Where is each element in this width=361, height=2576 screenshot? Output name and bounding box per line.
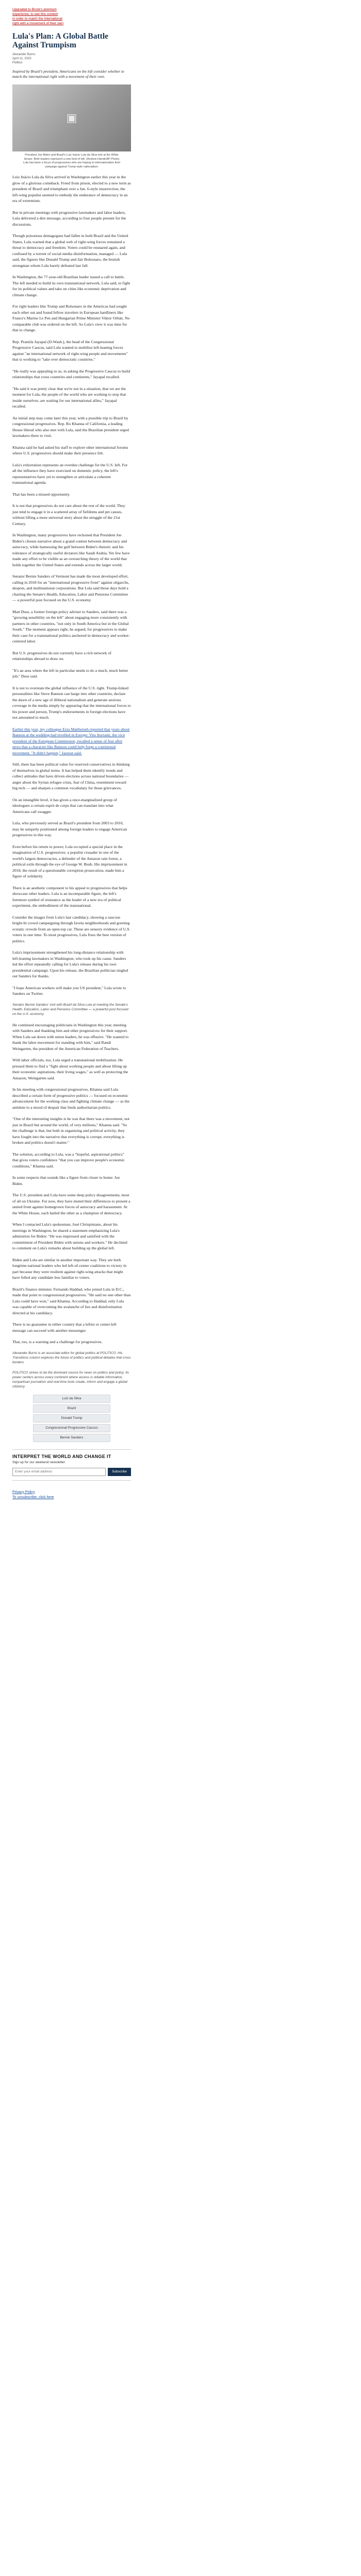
divider — [12, 1449, 131, 1450]
paragraph: "One of the interesting insights is he was that there was a movement, not just in Brazil but around the world, of very millions," Khanna said. "So the challenge is that, but both in organizing and political activity, they have fought into the narrative that everything is corrupt, everything is broken and politics doesn't matter." — [12, 1116, 130, 1145]
paragraph: It is not to overstate the global influence of the U.S. right. Trump-linked personalities like Steve Bannon can barge into other countries, declare the dawn of a new age of illiberal nationalism and generate anxious coverage in the media simply by appearing that the international forces to his power and person, Trump's endorsements in foreign elections have not amounted to much. — [12, 685, 131, 720]
author-name: Alexander Burns — [12, 53, 36, 56]
paragraph: It is not that progressives do not care about the rest of the world. They just tend to engage it in a scattered array of fiefdoms and pet causes, without lifting a more universal story about the struggle of the 21st Century. — [12, 503, 125, 526]
email-input[interactable] — [12, 1468, 106, 1476]
article-body — [12, 174, 131, 1389]
paragraph: Khanna said he had asked his staff to explore other international forums where U.S. progressives should make their presence felt. — [12, 445, 128, 455]
paragraph: "He really was appealing to us, in asking the Progressive Caucus to build relationships that cross countries and continents," Jayapal recalled. — [12, 368, 130, 379]
paragraph-with-link[interactable]: Earlier this year, my colleague Ezra Mattheiseh reported that years about Bannon at the wedding had revelled in Europe: Vito Iturrami, the vice president of the European Commission, recalled a sense of fear after news that a character like Bannon could help forge a continental movement. "It didn't happen," Jasnost said. — [12, 726, 130, 755]
newsletter-form — [12, 1468, 131, 1476]
paragraph: Brazil's finance minister, Fernando Haddad, who joined Lula in D.C., made that point to congressional progressives. "He said no one other than Lula could have won," said Khanna. According to Haddad, only Lula was capable of overcoming the avalanche of lies and disinformation directed at his candidacy. — [12, 1286, 131, 1315]
paragraph: Luiz Inácio Lula da Silva arrived in Washington earlier this year in the glow of a glorious comeback. Freed from prison, elected to a new term as president of Brazil and triumphant over a Jan. 6-style insurrection, the left-wing populist seemed to embody the endurance of democracy in an era of extremism. — [12, 175, 131, 203]
photo-caption: President Joe Biden and Brazil's Luiz Inácio Lula da Silva met at the White House. Both leaders represent a new kind of left. (Andrew Harnik/AP Photo) Lula has been a focus of progressives who are hoping to internationalize their campaign against Trump-style nationalism. — [23, 154, 121, 168]
paragraph: There is an aesthetic component to his appeal to progressives that helps showcase other leaders. Lula is an incomparable figure, the left's foremost symbol of resistance as the leader of a new era of political experiment, the embodiment of the transnational. — [12, 885, 127, 908]
article-column — [12, 32, 131, 1500]
paragraph: Lula's imprisonment strengthened his long-distance relationship with left-leaning lawmakers in Washington, who took up his cause. Sanders led the effort repeatedly calling for Lula's release during his own presidential campaign. Upon his release, the Brazilian politician singled out Sanders for thanks. — [12, 950, 128, 978]
paragraph: But in private meetings with progressive lawmakers and labor leaders, Lula delivered a dire message, according to four people present for the discussions. — [12, 210, 126, 227]
paragraph: Even before his return to power, Lula occupied a special place in the imagination of U.S. progressives: a populist crusader in one of the world's largest democracies, a defender of the Amazon rain forest, a political exile through the eye of George W. Bush. His imprisonment in 2018, the result of a questionable corruption prosecution, made him a figure of solidarity. — [12, 844, 127, 878]
divider — [12, 1480, 131, 1481]
banner-line[interactable]: Upgraded to Brock's premium — [12, 8, 57, 11]
footer-links — [12, 1490, 131, 1500]
paragraph: With labor officials, too, Lula urged a transnational mobilization. He pressed them to find a "fight about working people and about lifting up their economic aspirations, their living wages," as well as protecting the Amazon, Weingarten said. — [12, 1058, 128, 1080]
byline — [12, 53, 131, 65]
paragraph: In his meeting with congressional progressives, Khanna said Lula described a certain form of progressive politics — focused on economic advancement for the working class and fighting climate change — as the antidote to a mood of despair that feeds authoritarian politics. — [12, 1087, 130, 1110]
paragraph: He continued encouraging politicians in Washington this year, meeting with Sanders and thanking him and other progressives for their support. When Lula sat down with union leaders, he was effusive. "He wanted to thank the labor movement for standing with him," said Randi Weingarten, the president of the American Federation of Teachers. — [12, 1022, 129, 1051]
tag-button[interactable]: Luiz da Silva — [33, 1395, 110, 1403]
tag-button[interactable]: Donald Trump — [33, 1414, 110, 1422]
paragraph: An initial step may come later this year, with a possible trip to Brazil by congressional progressives. Rep. Ro Khanna of California, a leading House liberal who also met with Lula, said the Brazilian president urged lawmakers there to visit. — [12, 415, 129, 438]
subscribe-button[interactable]: Subscribe — [108, 1468, 131, 1476]
banner-line[interactable]: in order to match the international — [12, 17, 62, 21]
paragraph: Lula, who previously served as Brazil's president from 2003 to 2010, may be uniquely positioned among foreign leaders to engage American progressives in this way. — [12, 821, 127, 837]
photo-icon: ▣ — [66, 111, 77, 124]
banner-line[interactable]: experience, to see this content — [12, 12, 58, 16]
paragraph: On an intangible level, it has given a once-marginalized group of ideologues a certain esprit de corps that can translate into what Americans call swagger. — [12, 797, 117, 814]
publish-date: April 11, 2023 — [12, 57, 31, 60]
paragraph: The solution, according to Lula, was a "hopeful, aspirational politics" that gives voters confidence "that you can improve people's economic conditions," Khanna said. — [12, 1151, 125, 1168]
article-dek: Inspired by Brazil's president, Americans on the left consider whether to match the international right with a movement of their own. — [12, 69, 124, 79]
paragraph: That has been a missed opportunity. — [12, 492, 71, 497]
paragraph: In Washington, the 77-year-old Brazilian leader issued a call to battle. The left needed to build its own transnational network, Lula said, to fight for its political values and take on cities like economic deprivation and climate change. — [12, 275, 130, 297]
paragraph: Though poisonous demagogues had fallen in both Brazil and the United States, Lula warned that a global web of right-wing forces remained a threat to democracy and freedom. Voters could be ensnared again, and confused by a torrent of social-media disinformation, managed — Lula said, the figures like Donald Trump and Jair Bolsonaro, the brutish strongman whom Lula barely defeated last fall. — [12, 233, 128, 268]
paragraph: Lula's exhortation represents an overdue challenge for the U.S. left. For all the influence they have exercised on domestic policy, the left's representatives have yet to strengthen or articulate a coherent transnational agenda. — [12, 462, 128, 485]
banner-line[interactable]: right with a movement of their own — [12, 22, 63, 25]
tag-button[interactable]: Bernie Sanders — [33, 1434, 110, 1442]
privacy-policy-link[interactable]: Privacy Policy — [12, 1490, 35, 1494]
paragraph: When I contacted Lula's spokesman, José Chrispiniano, about his meetings in Washington, he shared a statement emphasizing Lula's admiration for Biden: "He was impressed and satisfied with the commitment of President Biden with unions and workers." He declined to comment on Lula's remarks about building up the global left. — [12, 1222, 127, 1250]
paragraph: "It's an area where the left in particular needs to do a much, much better job," Duss said. — [12, 668, 128, 679]
article-title: Lula's Plan: A Global Battle Against Trumpism — [12, 32, 109, 49]
newsletter-title: INTERPRET THE WORLD AND CHANGE IT — [12, 1453, 111, 1459]
paragraph: There is no guarantee in either country that a leftist or center-left message can succeed with another messenger. — [12, 1322, 117, 1333]
paragraph: For right leaders like Trump and Bolsonaro in the Americas had sought each other out and found fellow travelers in European hardliners like France's Marine Le Pen and Hungarian Prime Minister Viktor Orbán. No comparable club was ordered on the left. So Lula's view it was time for that to change. — [12, 304, 130, 332]
paragraph: Senator Bernie Sanders of Vermont has made the most developed effort, calling in 2018 for an "international progressive front" against oligarchs, despots, and multinational corporations. But Lula said those days hold a charting the Senate's Health, Education, Labor and Pensions Committee — a powerful post focused on the U.S. economy. — [12, 574, 129, 602]
lead-photo — [12, 84, 131, 151]
image-note: Senator Bernie Sanders' visit with Brazil da Silva Lula at meeting the Senate's Health, Education, Labor and Pensions Committee — a powerful post focused on the U.S. economy. — [12, 1003, 128, 1016]
publication-name: Politico — [12, 61, 23, 64]
paragraph: But U.S. progressives do not currently have a rich network of relationships abroad to draw on. — [12, 650, 111, 661]
paragraph: In Washington, many progressives have reckoned that President Joe Biden's chosen narrative about a grand contest between democracy and autocracy, while harnessing the gulf between Biden's rhetoric and his tolerance of strategically useful dictators like Saudi Arabia. Yet few have made any effort to be visible as an overarching theory of the world that holds together the United States and extends across the larger world. — [12, 533, 130, 567]
paragraph: In some respects that sounds like a figure from closer to home: Joe Biden. — [12, 1175, 120, 1186]
paragraph: Biden and Lula are similar in another important way. They are both longtime national leaders who led left-of-center coalitions to victory in part because they were resilient against right-wing attacks that might have felled any candidate less familiar to voters. — [12, 1257, 127, 1280]
tag-button[interactable]: Brazil — [33, 1404, 110, 1413]
tag-button[interactable]: Congressional Progressive Caucus — [33, 1424, 110, 1432]
paragraph: Consider the images from Lula's last candidacy, showing a raucous bright-lit crowd campaigning through favela neighborhoods and greeting ecstatic crowds from an open-top car. These are sensory evidence of U.S. voters in one time. To most progressives, Lula fixes the best version of politics. — [12, 914, 130, 943]
paragraph: The U.S. president and Lula have some deep policy disagreements, most of all on Ukraine. For now, they have muted their differences to present a united front against homegrown forces of autocracy and harassment. At the White House, each hailed the other as a champion of democracy. — [12, 1193, 130, 1215]
paragraph: That, too, is a warning and a challenge for progressives. — [12, 1340, 103, 1344]
paragraph: "I hope American workers will make you US president," Lula wrote to Sanders on Twitter. — [12, 985, 126, 996]
newsletter-signup — [12, 1454, 131, 1476]
publisher-note: POLITICO strives to be the dominant source for news on politics and policy. Its power centers across every continent where access is reliable information, nonpartisan journalism and real-time tools create, inform and engage a global citizenry. — [12, 1370, 129, 1388]
paragraph: Matt Duss, a former foreign policy adviser to Sanders, said there was a "growing sensibility on the left" about engaging more consistently with partners in other countries, "not only in South America but in the Global South." The moment appears right, he argued, for progressives to make their case for a transnational politics anchored in democracy and worker-centered labor. — [12, 609, 130, 643]
newsletter-subtitle: Sign up for our weekend newsletter. — [12, 1460, 66, 1464]
unsubscribe-link[interactable]: To unsubscribe, click here — [12, 1495, 54, 1499]
author-bio: Alexander Burns is an associate editor for global politics at POLITICO. His Transitions column explores the future of politics and political debates that cross borders. — [12, 1351, 131, 1364]
paragraph: "He said it was pretty clear that we're not in a situation, that we are the moment for Lula, the people of the world who are working to stop that inside ourselves, are waiting for our international allies," Jayapal recalled. — [12, 386, 126, 409]
premium-banner[interactable] — [12, 7, 90, 26]
paragraph: Still, there has been political value for reserved conservatives in thinking of themselves in global terms. It has helped them identify trends and collect attitudes that have driven elections across national boundaries — anger about the Syrian refugee crisis, fear of China, resentment toward big tech — and sharpen a common vocabulary for those grievances. — [12, 762, 130, 790]
topic-tags — [12, 1395, 131, 1442]
paragraph: Rep. Pramila Jayapal (D-Wash.), the head of the Congressional Progressive Caucus, said Lula wanted to mobilize left-leaning forces against "an international network of right-wing people and movements" that is working to "take over democratic countries." — [12, 339, 128, 362]
